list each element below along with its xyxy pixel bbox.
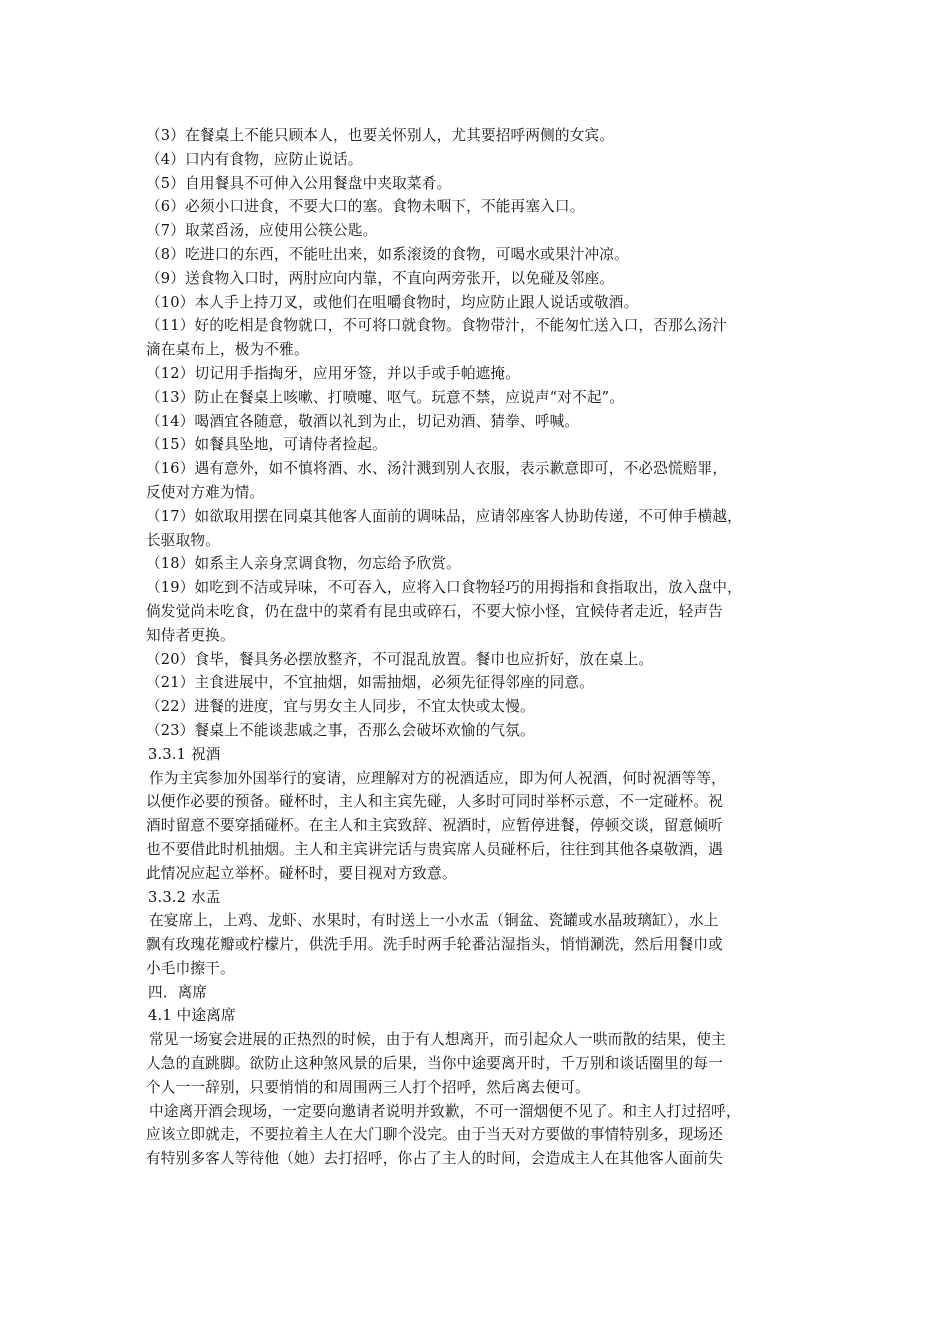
section-toast [146, 743, 816, 886]
paragraph-line: 作为主宾参加外国举行的宴请，应理解对方的祝酒适应，即为何人祝酒，何时祝酒等等， [149, 769, 726, 787]
paragraph-line: 在宴席上，上鸡、龙虾、水果时，有时送上一小水盂（铜盆、瓷罐或水晶玻璃缸），水上 [149, 912, 719, 930]
paragraph-line: 有特别多客人等待他（她）去打招呼，你占了主人的时间，会造成主人在其他客人面前失 [146, 1150, 723, 1168]
section-leaving [146, 981, 816, 1005]
list-item: （3）在餐桌上不能只顾本人，也要关怀别人，尤其要招呼两侧的女宾。 [146, 127, 615, 144]
list-item: （18）如系主人亲身烹调食物，勿忘给予欣赏。 [146, 555, 461, 573]
section-heading: 3.3.2 水盂 [148, 888, 221, 906]
paragraph-line: 飘有玫瑰花瓣或柠檬片，供洗手用。洗手时两手轮番沾湿指头，悄悄涮洗，然后用餐巾或 [146, 936, 723, 954]
list-item: （16）遇有意外，如不慎将酒、水、汤汁溅到别人衣服，表示歉意即可，不必恐慌赔罪， [146, 460, 728, 478]
list-item: （8）吃进口的东西，不能吐出来，如系滚烫的食物，可喝水或果汁冲凉。 [146, 245, 629, 263]
list-item: （5）自用餐具不可伸入公用餐盘中夹取菜肴。 [146, 174, 452, 192]
list-item: （21）主食进展中，不宜抽烟，如需抽烟，必须先征得邻座的同意。 [146, 674, 594, 692]
list-item: （4）口内有食物，应防止说话。 [146, 150, 363, 168]
list-item: （17）如欲取用摆在同桌其他客人面前的调味品，应请邻座客人协助传递，不可伸手横越， [146, 507, 742, 525]
etiquette-list [146, 124, 816, 743]
section-leaving-midway [146, 1004, 816, 1171]
list-item-continuation: 反使对方难为情。 [146, 483, 265, 501]
list-item: （23）餐桌上不能谈悲戚之事，否那么会破坏欢愉的气氛。 [146, 721, 535, 739]
paragraph-line: 常见一场宴会进展的正热烈的时候，由于有人想离开，而引起众人一哄而散的结果，使主 [149, 1031, 726, 1049]
list-item-continuation: 长驱取物。 [146, 531, 220, 549]
list-item: （22）进餐的进度，宜与男女主人同步，不宜太快或太慢。 [146, 698, 535, 716]
list-item: （7）取菜舀汤，应使用公筷公匙。 [146, 222, 378, 240]
chapter-heading: 四．离席 [148, 983, 208, 1001]
paragraph-line: 酒时留意不要穿插碰杯。在主人和主宾致辞、祝酒时，应暂停进餐，停顿交谈，留意倾听 [146, 817, 723, 835]
list-item: （12）切记用手指掏牙，应用牙签，并以手或手帕遮掩。 [146, 364, 521, 382]
paragraph-line: 个人一一辞别，只要悄悄的和周围两三人打个招呼，然后离去便可。 [146, 1078, 590, 1096]
list-item: （6）必须小口进食，不要大口的塞。食物未咽下，不能再塞入口。 [146, 198, 585, 216]
list-item-continuation: 倘发觉尚未吃食，仍在盘中的菜肴有昆虫或碎石，不要大惊小怪，宜候侍者走近，轻声告 [146, 602, 723, 620]
paragraph-line: 应该立即就走，不要拉着主人在大门聊个没完。由于当天对方要做的事情特别多，现场还 [146, 1126, 723, 1144]
paragraph-line: 小毛巾擦干。 [146, 959, 235, 977]
paragraph-line: 以便作必要的预备。碰杯时，主人和主宾先碰，人多时可同时举杯示意，不一定碰杯。祝 [146, 793, 723, 811]
list-item-continuation: 知侍者更换。 [146, 626, 235, 644]
list-item: （19）如吃到不洁或异味，不可吞入，应将入口食物轻巧的用拇指和食指取出，放入盘中， [146, 579, 742, 597]
list-item: （20）食毕，餐具务必摆放整齐，不可混乱放置。餐巾也应折好，放在桌上。 [146, 650, 654, 668]
list-item: （13）防止在餐桌上咳嗽、打喷嚏、呕气。玩意不禁，应说声“对不起”。 [146, 388, 625, 406]
paragraph-line: 中途离开酒会现场，一定要向邀请者说明并致歉，不可一溜烟便不见了。和主人打过招呼， [149, 1102, 741, 1120]
paragraph-line: 此情况应起立举杯。碰杯时，要目视对方致意。 [146, 864, 457, 882]
list-item: （15）如餐具坠地，可请侍者捡起。 [146, 436, 387, 454]
list-item: （9）送食物入口时，两肘应向内靠，不直向两旁张开，以免碰及邻座。 [146, 269, 615, 287]
section-heading: 3.3.1 祝酒 [148, 745, 221, 763]
paragraph-line: 人急的直跳脚。欲防止这种煞风景的后果，当你中途要离开时，千万别和谈话圈里的每一 [146, 1055, 723, 1073]
section-heading: 4.1 中途离席 [148, 1007, 236, 1025]
paragraph-line: 也不要借此时机抽烟。主人和主宾讲完话与贵宾席人员碰杯后，往往到其他各桌敬酒，遇 [146, 840, 723, 858]
list-item-continuation: 滴在桌布上，极为不雅。 [146, 341, 309, 359]
list-item: （10）本人手上持刀叉，或他们在咀嚼食物时，均应防止跟人说话或敬酒。 [146, 293, 639, 311]
list-item: （11）好的吃相是食物就口，不可将口就食物。食物带汁，不能匆忙送入口，否那么汤汁 [146, 317, 728, 335]
section-finger-bowl [146, 886, 816, 981]
document-body [146, 124, 816, 1171]
list-item: （14）喝酒宜各随意，敬酒以礼到为止，切记劝酒、猜拳、呼喊。 [146, 412, 580, 430]
